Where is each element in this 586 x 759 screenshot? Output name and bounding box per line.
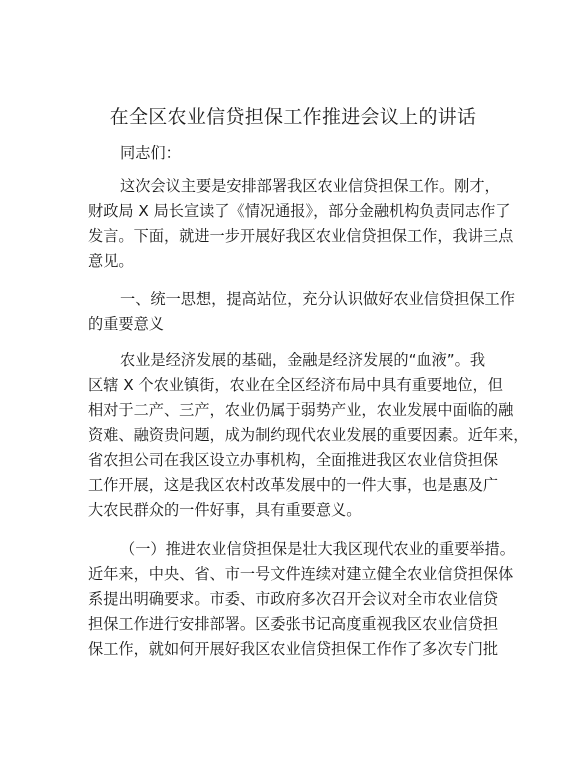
paragraph-line: 近年来，中央、省、市一号文件连续对建立健全农业信贷担保体 <box>88 565 514 583</box>
paragraph-line: 资难、融资贵问题，成为制约现代农业发展的重要因素。近年来， <box>88 426 529 444</box>
paragraph-line: 财政局 X 局长宣读了《情况通报》，部分金融机构负责同志作了 <box>88 202 511 220</box>
paragraph-line: 相对于二产、三产，农业仍属于弱势产业，农业发展中面临的融 <box>88 401 514 419</box>
salutation: 同志们： <box>120 144 181 162</box>
paragraph-line: 担保工作进行安排部署。区委张书记高度重视我区农业信贷担 <box>88 615 499 633</box>
paragraph-line: （一）推进农业信贷担保是壮大我区现代农业的重要举措。 <box>120 540 515 558</box>
paragraph-line: 发言。下面，就进一步开展好我区农业信贷担保工作，我讲三点 <box>88 227 514 245</box>
paragraph-line: 系提出明确要求。市委、市政府多次召开会议对全市农业信贷 <box>88 590 499 608</box>
paragraph-line: 省农担公司在我区设立办事机构，全面推进我区农业信贷担保 <box>88 451 499 469</box>
paragraph-line: 工作开展，这是我区农村改革发展中的一件大事，也是惠及广 <box>88 476 499 494</box>
paragraph-line: 大农民群众的一件好事，具有重要意义。 <box>88 501 362 519</box>
paragraph-line: 意见。 <box>88 252 134 270</box>
paragraph-line: 保工作，就如何开展好我区农业信贷担保工作作了多次专门批 <box>88 640 499 658</box>
paragraph-line: 农业是经济发展的基础，金融是经济发展的“血液”。我 <box>120 351 486 369</box>
paragraph-line: 这次会议主要是安排部署我区农业信贷担保工作。刚才， <box>120 177 500 195</box>
heading-line: 的重要意义 <box>88 315 164 333</box>
heading-line: 一、统一思想，提高站位，充分认识做好农业信贷担保工作 <box>120 290 515 308</box>
paragraph-line: 区辖 X 个农业镇街，农业在全区经济布局中具有重要地位，但 <box>88 376 503 394</box>
document-title: 在全区农业信贷担保工作推进会议上的讲话 <box>109 106 477 128</box>
